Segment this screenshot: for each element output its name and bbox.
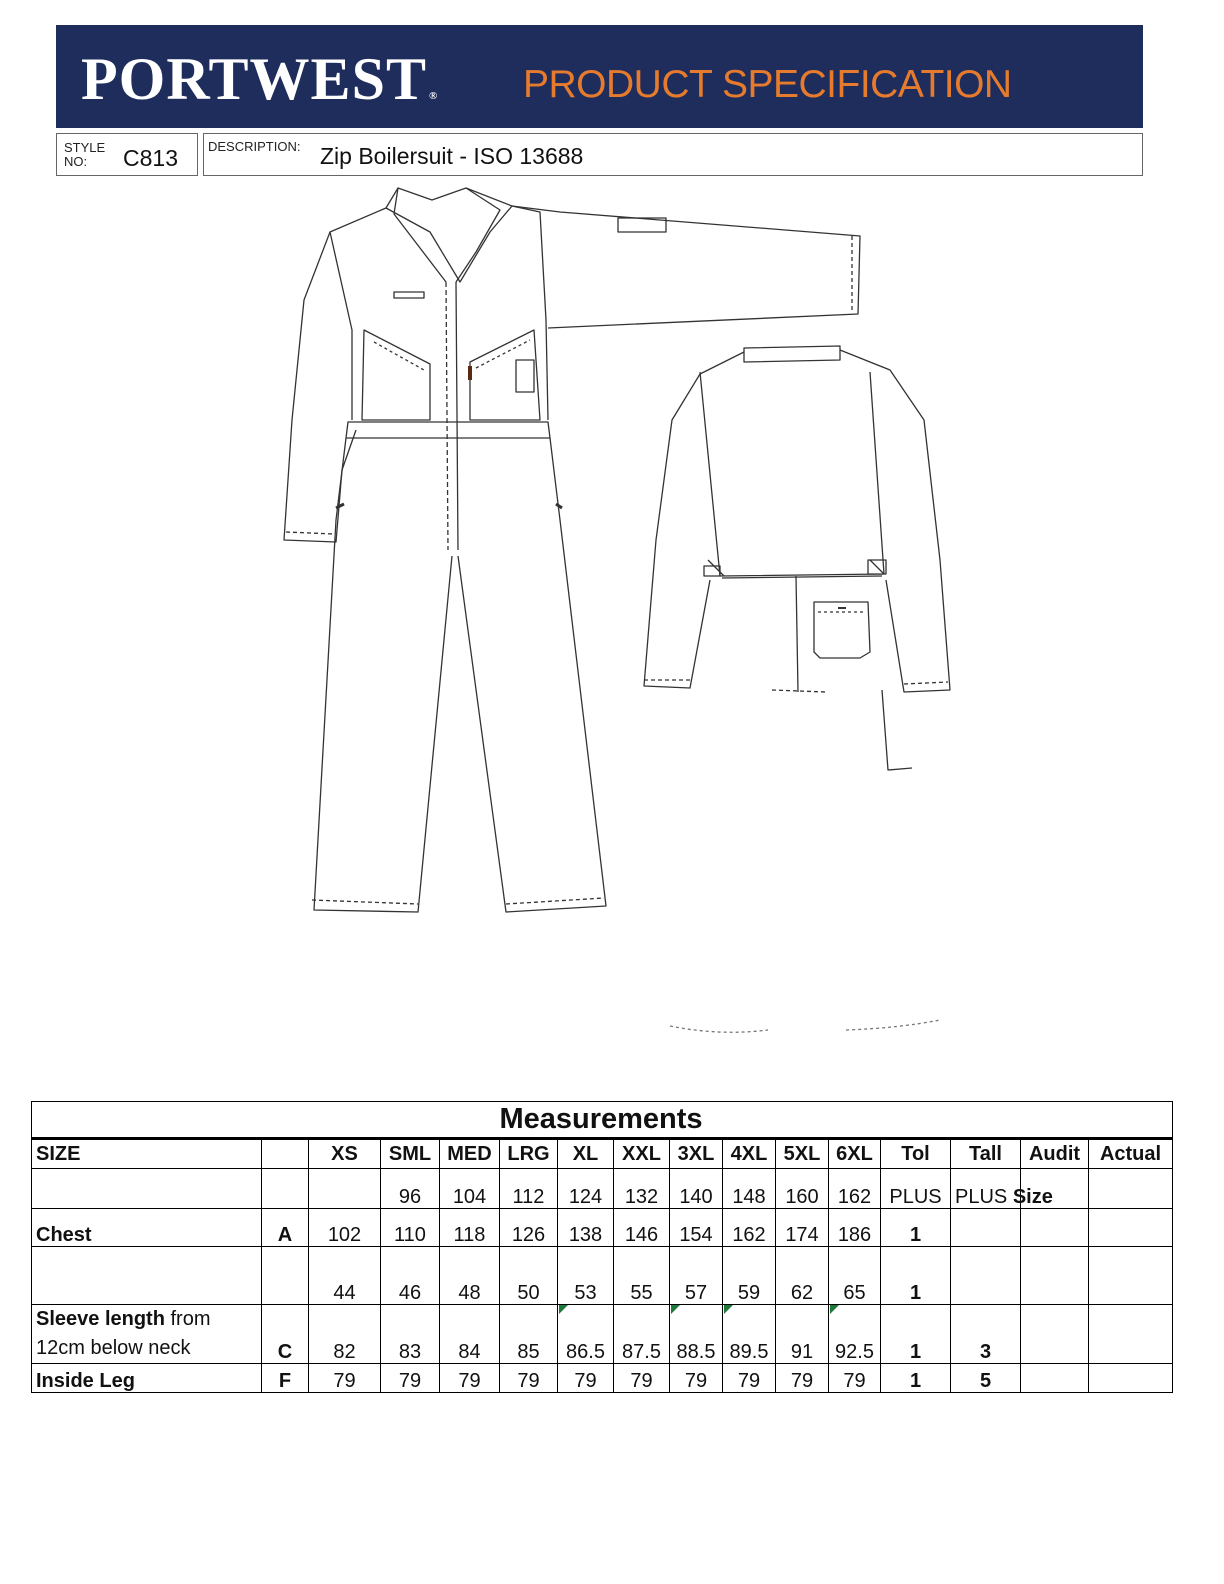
tall-header: Tall <box>951 1139 1021 1169</box>
chest-value: 118 <box>440 1209 500 1247</box>
inside-leg-value: 79 <box>440 1364 500 1393</box>
size-cell: 3XL <box>670 1139 723 1169</box>
inside-leg-row <box>32 1364 1173 1393</box>
description-label: DESCRIPTION: <box>208 139 301 154</box>
row-value: 59 <box>723 1247 776 1305</box>
style-label: STYLE NO: <box>64 140 106 169</box>
sleeve-value: 91 <box>776 1305 829 1364</box>
size-cell: XS <box>309 1139 381 1169</box>
chest-label: Chest <box>32 1209 262 1247</box>
alt-size-cell: 160 <box>776 1169 829 1209</box>
alt-size-cell: 148 <box>723 1169 776 1209</box>
row-value: 48 <box>440 1247 500 1305</box>
description-box <box>203 133 1143 176</box>
inside-leg-mark: F <box>262 1364 309 1393</box>
size-label: SIZE <box>32 1139 262 1169</box>
sleeve-value: 88.5 <box>670 1305 723 1364</box>
inside-leg-label: Inside Leg <box>32 1364 262 1393</box>
cell-indicator-triangle <box>724 1305 733 1314</box>
measurements-title: Measurements <box>499 1103 703 1135</box>
sleeve-row <box>32 1305 1173 1364</box>
back-view-drawing <box>644 346 950 1032</box>
alt-size-cell: 104 <box>440 1169 500 1209</box>
inside-leg-value: 79 <box>309 1364 381 1393</box>
chest-mark: A <box>262 1209 309 1247</box>
row-value: 53 <box>558 1247 614 1305</box>
row-value: 65 <box>829 1247 881 1305</box>
size-cell: 4XL <box>723 1139 776 1169</box>
front-view-drawing <box>284 188 860 912</box>
sleeve-value: 89.5 <box>723 1305 776 1364</box>
size-header-row <box>32 1139 1173 1169</box>
row-value: 44 <box>309 1247 381 1305</box>
header-banner <box>56 25 1143 128</box>
measurements-table <box>31 1101 1173 1393</box>
sleeve-tol: 1 <box>881 1305 951 1364</box>
inside-leg-value: 79 <box>614 1364 670 1393</box>
size-cell: 5XL <box>776 1139 829 1169</box>
alt-size-cell: 140 <box>670 1169 723 1209</box>
actual-header: Actual <box>1089 1139 1173 1169</box>
size-cell: XXL <box>614 1139 670 1169</box>
alt-size-cell: 124 <box>558 1169 614 1209</box>
cell-indicator-triangle <box>671 1305 680 1314</box>
alt-size-cell: PLUS Size <box>951 1169 1021 1209</box>
sleeve-label: Sleeve length from 12cm below neck <box>32 1305 262 1364</box>
sleeve-value: 83 <box>381 1305 440 1364</box>
inside-leg-tall: 5 <box>951 1364 1021 1393</box>
alt-size-cell: 162 <box>829 1169 881 1209</box>
sleeve-value: 86.5 <box>558 1305 614 1364</box>
inside-leg-value: 79 <box>558 1364 614 1393</box>
chest-value: 102 <box>309 1209 381 1247</box>
inside-leg-tol: 1 <box>881 1364 951 1393</box>
alt-size-suffix: Size <box>1012 1186 1053 1208</box>
alt-size-cell: PLUS <box>881 1169 951 1209</box>
registered-mark: ® <box>428 90 439 102</box>
row-tol: 1 <box>881 1247 951 1305</box>
sleeve-value: 85 <box>500 1305 558 1364</box>
inside-leg-value: 79 <box>776 1364 829 1393</box>
page-title: PRODUCT SPECIFICATION <box>523 63 1012 106</box>
chest-row <box>32 1209 1173 1247</box>
row-value: 46 <box>381 1247 440 1305</box>
size-cell: LRG <box>500 1139 558 1169</box>
brand-logo <box>81 46 439 112</box>
cell-indicator-triangle <box>559 1305 568 1314</box>
sleeve-value: 84 <box>440 1305 500 1364</box>
tol-header: Tol <box>881 1139 951 1169</box>
sleeve-mark: C <box>262 1305 309 1364</box>
inside-leg-value: 79 <box>670 1364 723 1393</box>
style-number: C813 <box>123 145 178 171</box>
chest-value: 138 <box>558 1209 614 1247</box>
alt-size-cell: 112 <box>500 1169 558 1209</box>
size-cell: 6XL <box>829 1139 881 1169</box>
garment-technical-drawing <box>0 180 1224 1060</box>
size-cell: SML <box>381 1139 440 1169</box>
alt-size-cell: 96 <box>381 1169 440 1209</box>
chest-tol: 1 <box>881 1209 951 1247</box>
row-value: 55 <box>614 1247 670 1305</box>
brand-name: PORTWEST <box>81 46 427 112</box>
sleeve-value: 92.5 <box>829 1305 881 1364</box>
size-cell: MED <box>440 1139 500 1169</box>
inside-leg-value: 79 <box>723 1364 776 1393</box>
row-value: 50 <box>500 1247 558 1305</box>
chest-value: 162 <box>723 1209 776 1247</box>
sleeve-value: 82 <box>309 1305 381 1364</box>
chest-value: 110 <box>381 1209 440 1247</box>
inside-leg-value: 79 <box>381 1364 440 1393</box>
unnamed-row <box>32 1247 1173 1305</box>
chest-value: 126 <box>500 1209 558 1247</box>
sleeve-value: 87.5 <box>614 1305 670 1364</box>
chest-value: 174 <box>776 1209 829 1247</box>
chest-value: 154 <box>670 1209 723 1247</box>
row-value: 62 <box>776 1247 829 1305</box>
cell-indicator-triangle <box>830 1305 839 1314</box>
size-cell: XL <box>558 1139 614 1169</box>
description-value: Zip Boilersuit - ISO 13688 <box>320 143 584 169</box>
alt-size-cell: 132 <box>614 1169 670 1209</box>
chest-value: 186 <box>829 1209 881 1247</box>
style-number-box <box>56 133 198 176</box>
sleeve-tall: 3 <box>951 1305 1021 1364</box>
alt-size-row <box>32 1169 1173 1209</box>
inside-leg-value: 79 <box>829 1364 881 1393</box>
audit-header: Audit <box>1021 1139 1089 1169</box>
row-value: 57 <box>670 1247 723 1305</box>
chest-value: 146 <box>614 1209 670 1247</box>
inside-leg-value: 79 <box>500 1364 558 1393</box>
